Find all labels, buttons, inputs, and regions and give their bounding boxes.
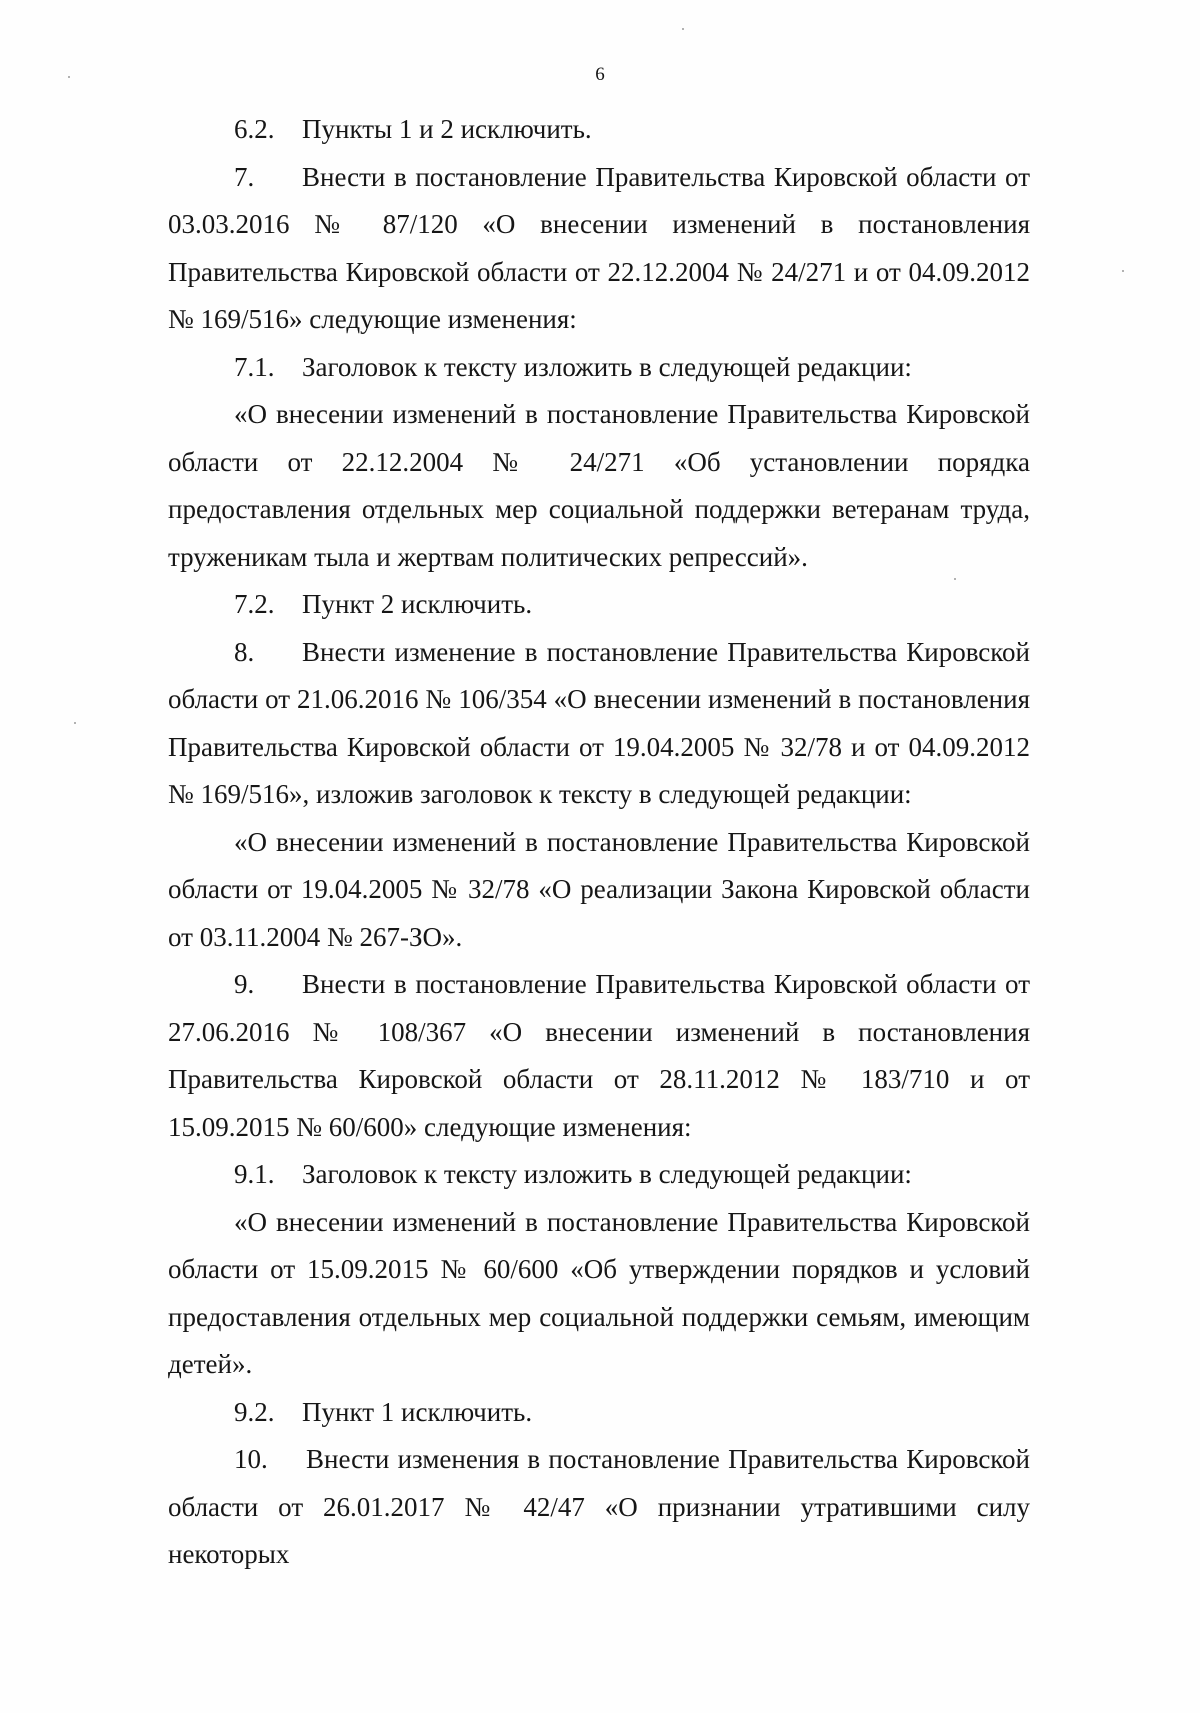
paragraph-text: Внести в постановление Правительства Кировской области от 27.06.2016 № 108/367 «О внесении изменений в постановления Правительства Кировской области от 28.11.2012 № 183/710 и от 15.09.2015 № 60/600» следующие изменения: [168,969,1030,1142]
page-number: 6 [595,64,605,85]
paragraph-text: Внести в постановление Правительства Кировской области от 03.03.2016 № 87/120 «О внесении изменений в постановления Правительства Кировской области от 22.12.2004 № 24/271 и от 04.09.2012 № 169/516» следующие изменения: [168,161,1030,334]
paragraph-text: Пункты 1 и 2 исключить. [302,114,592,144]
scan-speck [954,578,956,580]
paragraph-7-1 [168,344,1030,392]
paragraph-number: 8. [234,636,255,667]
paragraph-9 [168,961,1030,1151]
paragraph-text: Заголовок к тексту изложить в следующей редакции: [302,1159,912,1189]
paragraph-text: Пункт 1 исключить. [302,1396,533,1427]
quoted-heading-8: «О внесении изменений в постановление Правительства Кировской области от 19.04.2005 № 32/78 «О реализации Закона Кировской области от 03.11.2004 № 267-ЗО». [168,826,1030,952]
paragraph-text: Пункт 2 исключить. [302,589,533,619]
paragraph-number: 9. [234,969,255,999]
paragraph-number: 7.1. [234,351,275,382]
paragraph-8 [168,629,1030,819]
scan-speck [68,76,70,78]
paragraph-number: 6.2. [234,114,275,144]
paragraph-9-1 [168,1151,1030,1199]
paragraph-10 [168,1436,1030,1579]
scan-speck [74,722,76,724]
paragraph-text: Внести изменение в постановление Правительства Кировской области от 21.06.2016 № 106/354 «О внесении изменений в постановления Правительства Кировской области от 19.04.2005 № 32/78 и от 04.09.2012 № 169/516», изложив заголовок к тексту в следующей редакции: [168,636,1030,809]
paragraph-number: 7. [234,161,255,192]
paragraph-number: 9.2. [234,1396,275,1427]
paragraph-7 [168,154,1030,344]
quoted-heading-7-1: «О внесении изменений в постановление Правительства Кировской области от 22.12.2004 № 24/271 «Об установлении порядка предоставления отдельных мер социальной поддержки ветеранам труда, труженикам тыла и жертвам политических репрессий». [168,399,1030,572]
paragraph-number: 9.1. [234,1159,275,1189]
paragraph-number: 10. [234,1444,268,1474]
paragraph-text: Заголовок к тексту изложить в следующей редакции: [302,351,912,382]
document-body [168,106,1030,1579]
paragraph-7-2 [168,581,1030,629]
paragraph-6-2 [168,106,1030,154]
paragraph-text: Внести изменения в постановление Правительства Кировской области от 26.01.2017 № 42/47 «О признании утратившими силу некоторых [168,1444,1030,1569]
quoted-heading-9-1: «О внесении изменений в постановление Правительства Кировской области от 15.09.2015 № 60/600 «Об утверждении порядков и условий предоставления отдельных мер социальной поддержки семьям, имеющим детей». [168,1206,1030,1379]
scan-speck [682,28,684,30]
paragraph-9-2 [168,1389,1030,1437]
paragraph-number: 7.2. [234,589,275,619]
scan-speck [1122,270,1124,272]
